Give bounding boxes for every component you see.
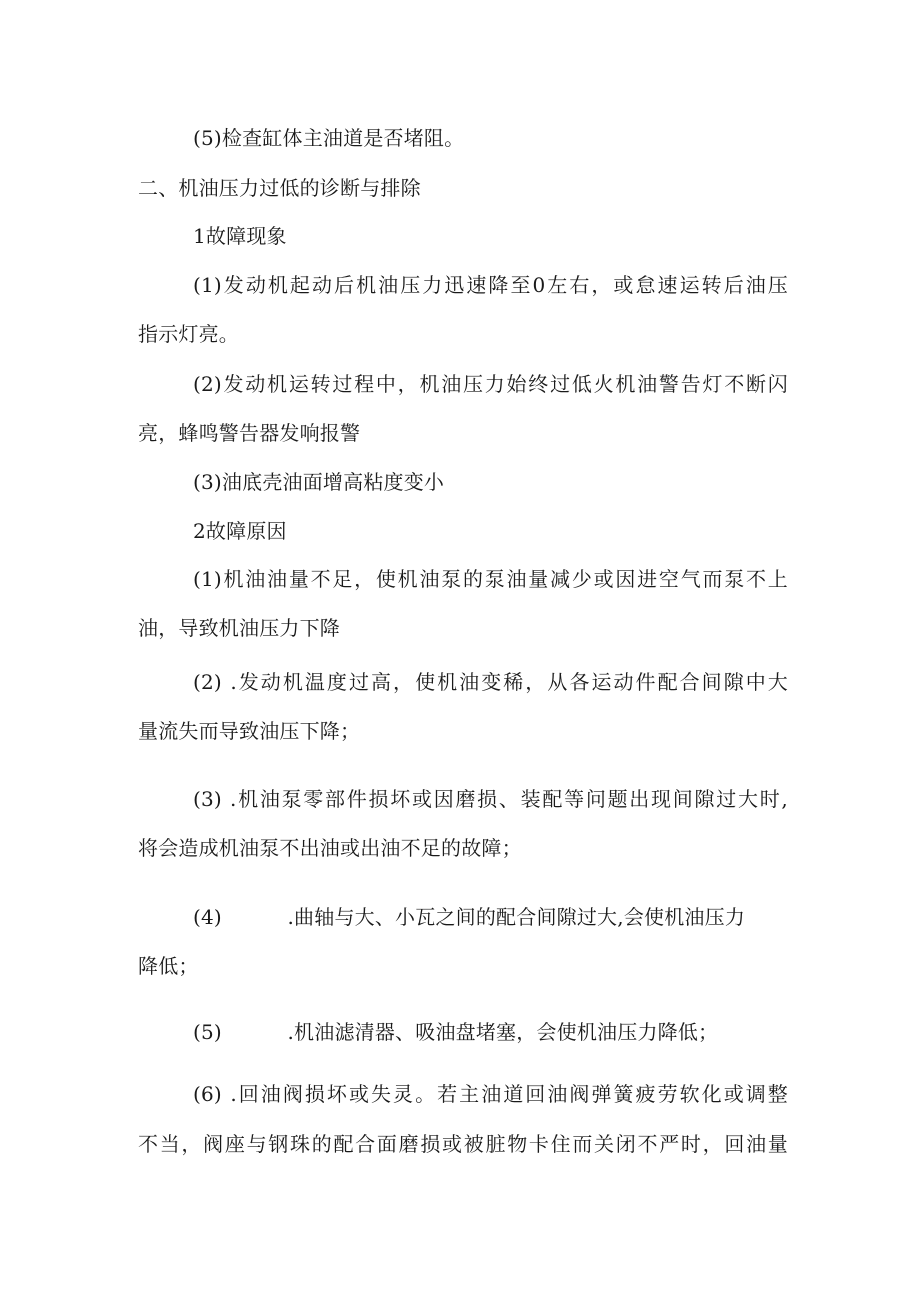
cause-6-line-2: 不当，阀座与钢珠的配合面磨损或被脏物卡住而关闭不严时，回油量 (138, 1132, 788, 1156)
symptom-1-line-1: (1)发动机起动后机油压力迅速降至0左右，或怠速运转后油压 (193, 273, 788, 297)
symptom-3: (3)油底壳油面增高粘度变小 (193, 470, 445, 494)
symptom-2-line-2: 亮，蜂鸣警告器发响报警 (138, 421, 361, 445)
symptom-2-line-1: (2)发动机运转过程中，机油压力始终过低火机油警告灯不断闪 (193, 372, 788, 396)
cause-4-line-2: 降低； (138, 954, 199, 978)
subheading-fault-symptoms: 1故障现象 (193, 224, 287, 248)
paragraph-check-main-oil-passage: (5)检查缸体主油道是否堵阻。 (193, 126, 465, 150)
cause-4-line-1: (4) .曲轴与大、小瓦之间的配合间隙过大,会使机油压力 (193, 905, 746, 929)
cause-2-line-2: 量流失而导致油压下降； (138, 719, 361, 743)
symptom-1-line-2: 指示灯亮。 (138, 322, 239, 346)
cause-3-line-1: (3) .机油泵零部件损坏或因磨损、装配等问题出现间隙过大时, (193, 787, 788, 811)
cause-1-line-1: (1)机油油量不足，使机油泵的泵油量减少或因进空气而泵不上 (193, 567, 788, 591)
cause-3-line-2: 将会造成机油泵不出油或出油不足的故障； (138, 836, 522, 860)
section-heading-low-oil-pressure: 二、机油压力过低的诊断与排除 (138, 176, 421, 200)
subheading-fault-causes: 2故障原因 (193, 519, 287, 543)
cause-6-line-1: (6) .回油阀损坏或失灵。若主油道回油阀弹簧疲劳软化或调整 (193, 1082, 788, 1106)
cause-2-line-1: (2) .发动机温度过高，使机油变稀，从各运动件配合间隙中大 (193, 670, 788, 694)
cause-5: (5) .机油滤清器、吸油盘堵塞，会使机油压力降低； (193, 1020, 719, 1044)
cause-1-line-2: 油，导致机油压力下降 (138, 616, 340, 640)
